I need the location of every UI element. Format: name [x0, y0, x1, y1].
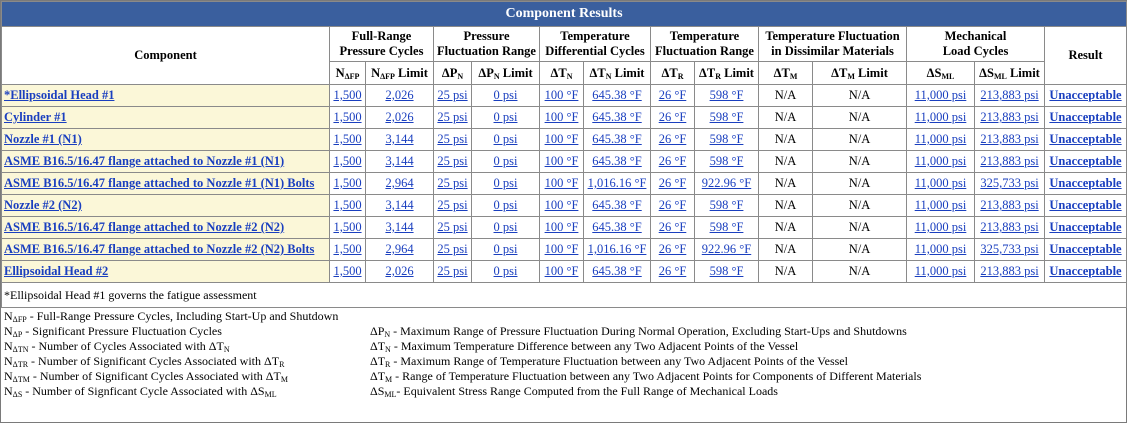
nafp-link[interactable]: 1,500 — [333, 242, 362, 256]
group-header-pressure-fluctuation: Pressure Fluctuation Range — [434, 27, 540, 62]
result-link[interactable]: Unacceptable — [1049, 176, 1122, 190]
dtn-cell — [540, 107, 584, 129]
dpn-cell — [434, 173, 472, 195]
col-header-nafp: $N_{\Delta FP}$ — [330, 62, 366, 85]
nafp-limit-link[interactable]: 2,964 — [385, 176, 414, 190]
dsml-link[interactable]: 11,000 psi — [914, 220, 967, 234]
dsml-cell — [907, 85, 975, 107]
dpn-limit-cell — [472, 151, 540, 173]
dpn-link[interactable]: 25 psi — [437, 264, 468, 278]
group-header-temp-differential: Temperature Differential Cycles — [540, 27, 651, 62]
dtr-cell — [651, 195, 695, 217]
dtn-link[interactable]: 100 °F — [544, 132, 579, 146]
dsml-link[interactable]: 11,000 psi — [914, 110, 967, 124]
component-link[interactable]: Cylinder #1 — [4, 110, 67, 124]
legend-left-item: $N_{\Delta S}$ - Number of Signficant Cycle Associated with $\Delta S_{ML}$ — [4, 384, 277, 399]
dtr-limit-cell — [695, 173, 759, 195]
nafp-limit-link[interactable]: 3,144 — [385, 154, 414, 168]
dtn-link[interactable]: 100 °F — [544, 110, 579, 124]
dsml-limit-cell — [975, 107, 1045, 129]
legend-right-item: $\Delta T_M$ - Range of Temperature Fluctuation between any Two Adjacent Points for Components of Different Materials — [370, 369, 922, 384]
dtr-link[interactable]: 26 °F — [658, 110, 687, 124]
result-link[interactable]: Unacceptable — [1049, 110, 1122, 124]
dpn-limit-link[interactable]: 0 psi — [493, 88, 518, 102]
result-link[interactable]: Unacceptable — [1049, 132, 1122, 146]
component-cell — [2, 239, 330, 261]
dtn-limit-link[interactable]: 1,016.16 °F — [587, 176, 647, 190]
dtr-cell — [651, 151, 695, 173]
dtn-link[interactable]: 100 °F — [544, 220, 579, 234]
dsml-link[interactable]: 11,000 psi — [914, 132, 967, 146]
legend-left-item: $N_{\Delta FP}$ - Full-Range Pressure Cycles, Including Start-Up and Shutdown — [4, 309, 339, 324]
dpn-limit-link[interactable]: 0 psi — [493, 132, 518, 146]
component-link[interactable]: Ellipsoidal Head #2 — [4, 264, 109, 278]
dpn-limit-link[interactable]: 0 psi — [493, 242, 518, 256]
dpn-limit-link[interactable]: 0 psi — [493, 198, 518, 212]
dtn-limit-cell — [584, 173, 651, 195]
dtn-limit-link[interactable]: 1,016.16 °F — [587, 242, 647, 256]
dtn-limit-link[interactable]: 645.38 °F — [592, 264, 642, 278]
dsml-limit-link[interactable]: 213,883 psi — [980, 110, 1039, 124]
dtr-cell — [651, 261, 695, 283]
result-cell — [1045, 107, 1127, 129]
dtr-limit-cell — [695, 239, 759, 261]
dpn-limit-cell — [472, 129, 540, 151]
dpn-link[interactable]: 25 psi — [437, 154, 468, 168]
nafp-link[interactable]: 1,500 — [333, 198, 362, 212]
col-header-dtm-limit: $\Delta T_M$ Limit — [813, 62, 907, 85]
dpn-limit-link[interactable]: 0 psi — [493, 264, 518, 278]
component-cell — [2, 217, 330, 239]
nafp-limit-cell — [366, 261, 434, 283]
component-cell — [2, 261, 330, 283]
group-header-temp-dissimilar: Temperature Fluctuation in Dissimilar Materials — [759, 27, 907, 62]
table-row — [2, 85, 1127, 107]
dsml-cell — [907, 261, 975, 283]
dsml-cell — [907, 173, 975, 195]
nafp-cell — [330, 239, 366, 261]
legend-right-item: $\Delta P_N$ - Maximum Range of Pressure Fluctuation During Normal Operation, Excluding Start-Ups and Shutdowns — [370, 324, 907, 339]
nafp-limit-cell — [366, 195, 434, 217]
col-header-result: Result — [1045, 27, 1127, 85]
dsml-limit-link[interactable]: 325,733 psi — [980, 242, 1039, 256]
dsml-limit-link[interactable]: 213,883 psi — [980, 88, 1039, 102]
dsml-limit-link[interactable]: 213,883 psi — [980, 132, 1039, 146]
component-results-table — [1, 1, 1127, 308]
dsml-limit-cell — [975, 151, 1045, 173]
dpn-cell — [434, 107, 472, 129]
dpn-cell — [434, 129, 472, 151]
dsml-limit-cell — [975, 195, 1045, 217]
nafp-link[interactable]: 1,500 — [333, 176, 362, 190]
result-link[interactable]: Unacceptable — [1049, 220, 1122, 234]
legend-right-item: $\Delta S_{ML}-$ Equivalent Stress Range Computed from the Full Range of Mechanical Loads — [370, 384, 778, 399]
dtn-cell — [540, 239, 584, 261]
dtn-limit-link[interactable]: 645.38 °F — [592, 110, 642, 124]
result-link[interactable]: Unacceptable — [1049, 242, 1122, 256]
dtr-limit-cell — [695, 217, 759, 239]
dtn-cell — [540, 85, 584, 107]
nafp-link[interactable]: 1,500 — [333, 88, 362, 102]
dtn-limit-link[interactable]: 645.38 °F — [592, 88, 642, 102]
table-row — [2, 239, 1127, 261]
table-row — [2, 261, 1127, 283]
dtr-limit-cell — [695, 261, 759, 283]
dpn-limit-link[interactable]: 0 psi — [493, 220, 518, 234]
col-header-dsml-limit: $\Delta S_{ML}$ Limit — [975, 62, 1045, 85]
dtn-cell — [540, 129, 584, 151]
legend-left-item: $N_{\Delta TM}$ - Number of Significant Cycles Associated with $\Delta T_M$ — [4, 369, 288, 384]
nafp-cell — [330, 85, 366, 107]
dsml-link[interactable]: 11,000 psi — [914, 198, 967, 212]
dtr-link[interactable]: 26 °F — [658, 242, 687, 256]
dtn-link[interactable]: 100 °F — [544, 88, 579, 102]
dtn-cell — [540, 261, 584, 283]
dsml-limit-cell — [975, 217, 1045, 239]
nafp-cell — [330, 129, 366, 151]
result-cell — [1045, 151, 1127, 173]
dtr-limit-link[interactable]: 598 °F — [709, 110, 744, 124]
component-link[interactable]: Nozzle #2 (N2) — [4, 198, 82, 212]
col-header-dpn: $\Delta P_N$ — [434, 62, 472, 85]
nafp-link[interactable]: 1,500 — [333, 110, 362, 124]
dpn-limit-link[interactable]: 0 psi — [493, 176, 518, 190]
dtn-link[interactable]: 100 °F — [544, 176, 579, 190]
dpn-link[interactable]: 25 psi — [437, 88, 468, 102]
result-cell — [1045, 261, 1127, 283]
dtm-limit-cell: N/A — [813, 261, 907, 283]
group-header-full-range: Full-Range Pressure Cycles — [330, 27, 434, 62]
nafp-cell — [330, 107, 366, 129]
dsml-limit-link[interactable]: 213,883 psi — [980, 198, 1039, 212]
nafp-cell — [330, 217, 366, 239]
dpn-limit-cell — [472, 217, 540, 239]
dtn-cell — [540, 173, 584, 195]
dtr-limit-link[interactable]: 922.96 °F — [701, 242, 752, 256]
dtm-cell: N/A — [759, 173, 813, 195]
dsml-link[interactable]: 11,000 psi — [914, 242, 967, 256]
legend-left-item: $N_{\Delta P}$ - Significant Pressure Fluctuation Cycles — [4, 324, 222, 339]
nafp-limit-link[interactable]: 3,144 — [385, 220, 414, 234]
dsml-cell — [907, 151, 975, 173]
dpn-limit-cell — [472, 261, 540, 283]
component-cell — [2, 195, 330, 217]
dtn-limit-cell — [584, 217, 651, 239]
table-row — [2, 217, 1127, 239]
group-header-mechanical-load: Mechanical Load Cycles — [907, 27, 1045, 62]
dtm-limit-cell: N/A — [813, 129, 907, 151]
nafp-link[interactable]: 1,500 — [333, 264, 362, 278]
dsml-link[interactable]: 11,000 psi — [914, 176, 967, 190]
result-link[interactable]: Unacceptable — [1049, 88, 1122, 102]
nafp-link[interactable]: 1,500 — [333, 220, 362, 234]
nafp-limit-link[interactable]: 2,026 — [385, 110, 414, 124]
nafp-limit-cell — [366, 173, 434, 195]
dsml-link[interactable]: 11,000 psi — [914, 154, 967, 168]
nafp-limit-cell — [366, 107, 434, 129]
dtr-limit-cell — [695, 195, 759, 217]
dpn-cell — [434, 195, 472, 217]
dtm-cell: N/A — [759, 129, 813, 151]
dpn-link[interactable]: 25 psi — [437, 220, 468, 234]
col-header-nafp-limit: $N_{\Delta FP}$ Limit — [366, 62, 434, 85]
dtr-link[interactable]: 26 °F — [658, 132, 687, 146]
dtr-limit-link[interactable]: 922.96 °F — [701, 176, 752, 190]
col-header-component: Component — [2, 27, 330, 85]
dtm-cell: N/A — [759, 261, 813, 283]
dtr-limit-cell — [695, 151, 759, 173]
nafp-link[interactable]: 1,500 — [333, 154, 362, 168]
dtn-limit-cell — [584, 107, 651, 129]
nafp-limit-cell — [366, 239, 434, 261]
table-row — [2, 151, 1127, 173]
dtn-limit-cell — [584, 85, 651, 107]
dtr-link[interactable]: 26 °F — [658, 154, 687, 168]
dtr-limit-cell — [695, 129, 759, 151]
result-cell — [1045, 239, 1127, 261]
col-header-dtr-limit: $\Delta T_R$ Limit — [695, 62, 759, 85]
dpn-link[interactable]: 25 psi — [437, 198, 468, 212]
dtr-limit-link[interactable]: 598 °F — [709, 88, 744, 102]
dtm-cell: N/A — [759, 107, 813, 129]
result-cell — [1045, 129, 1127, 151]
dtm-cell: N/A — [759, 195, 813, 217]
legend-left-item: $N_{\Delta TN}$ - Number of Cycles Associated with $\Delta T_N$ — [4, 339, 230, 354]
dtm-limit-cell: N/A — [813, 85, 907, 107]
dsml-cell — [907, 107, 975, 129]
dsml-cell — [907, 129, 975, 151]
nafp-limit-link[interactable]: 2,964 — [385, 242, 414, 256]
dsml-limit-cell — [975, 261, 1045, 283]
dtn-cell — [540, 151, 584, 173]
table-row — [2, 195, 1127, 217]
dpn-cell — [434, 151, 472, 173]
dpn-limit-cell — [472, 107, 540, 129]
dtn-link[interactable]: 100 °F — [544, 198, 579, 212]
dtn-limit-link[interactable]: 645.38 °F — [592, 132, 642, 146]
dtm-cell: N/A — [759, 239, 813, 261]
dsml-limit-cell — [975, 239, 1045, 261]
dtr-link[interactable]: 26 °F — [658, 88, 687, 102]
dtr-cell — [651, 129, 695, 151]
nafp-cell — [330, 261, 366, 283]
legend-left-item: $N_{\Delta TR}$ - Number of Significant Cycles Associated with $\Delta T_R$ — [4, 354, 285, 369]
dtr-limit-link[interactable]: 598 °F — [709, 132, 744, 146]
dtn-limit-cell — [584, 195, 651, 217]
result-cell — [1045, 173, 1127, 195]
dpn-cell — [434, 261, 472, 283]
dtr-limit-link[interactable]: 598 °F — [709, 264, 744, 278]
dsml-link[interactable]: 11,000 psi — [914, 264, 967, 278]
component-link[interactable]: Nozzle #1 (N1) — [4, 132, 82, 146]
dtm-limit-cell: N/A — [813, 151, 907, 173]
dpn-cell — [434, 217, 472, 239]
dtn-cell — [540, 195, 584, 217]
dtm-limit-cell: N/A — [813, 173, 907, 195]
dtm-cell: N/A — [759, 217, 813, 239]
nafp-limit-link[interactable]: 2,026 — [385, 264, 414, 278]
component-link[interactable]: ASME B16.5/16.47 flange attached to Nozzle #2 (N2) — [4, 220, 285, 234]
dsml-limit-cell — [975, 85, 1045, 107]
dsml-limit-cell — [975, 173, 1045, 195]
component-cell — [2, 107, 330, 129]
dtr-cell — [651, 107, 695, 129]
dtm-limit-cell: N/A — [813, 239, 907, 261]
dtr-limit-cell — [695, 107, 759, 129]
dpn-cell — [434, 239, 472, 261]
dtr-cell — [651, 217, 695, 239]
nafp-limit-link[interactable]: 3,144 — [385, 198, 414, 212]
dsml-link[interactable]: 11,000 psi — [914, 88, 967, 102]
result-link[interactable]: Unacceptable — [1049, 264, 1122, 278]
symbol-legend — [1, 308, 1126, 397]
dtm-limit-cell: N/A — [813, 195, 907, 217]
governing-note: *Ellipsoidal Head #1 governs the fatigue assessment — [2, 283, 1127, 308]
dtm-cell: N/A — [759, 85, 813, 107]
nafp-cell — [330, 173, 366, 195]
dtr-link[interactable]: 26 °F — [658, 198, 687, 212]
dtm-limit-cell: N/A — [813, 217, 907, 239]
dtr-limit-link[interactable]: 598 °F — [709, 220, 744, 234]
component-link[interactable]: ASME B16.5/16.47 flange attached to Nozzle #2 (N2) Bolts — [4, 242, 315, 256]
component-link[interactable]: ASME B16.5/16.47 flange attached to Nozzle #1 (N1) Bolts — [4, 176, 315, 190]
table-row — [2, 107, 1127, 129]
dpn-limit-link[interactable]: 0 psi — [493, 154, 518, 168]
result-link[interactable]: Unacceptable — [1049, 198, 1122, 212]
nafp-cell — [330, 151, 366, 173]
col-header-dtn: $\Delta T_N$ — [540, 62, 584, 85]
legend-right-item: $\Delta T_N$ - Maximum Temperature Difference between any Two Adjacent Points of the Vessel — [370, 339, 799, 354]
dtr-limit-link[interactable]: 598 °F — [709, 154, 744, 168]
dtr-limit-link[interactable]: 598 °F — [709, 198, 744, 212]
nafp-limit-link[interactable]: 2,026 — [385, 88, 414, 102]
dtr-link[interactable]: 26 °F — [658, 176, 687, 190]
dsml-cell — [907, 217, 975, 239]
col-header-dpn-limit: $\Delta P_N$ Limit — [472, 62, 540, 85]
component-cell — [2, 173, 330, 195]
dtn-limit-link[interactable]: 645.38 °F — [592, 220, 642, 234]
dtn-cell — [540, 217, 584, 239]
col-header-dtr: $\Delta T_R$ — [651, 62, 695, 85]
dsml-cell — [907, 195, 975, 217]
dpn-limit-cell — [472, 173, 540, 195]
dpn-limit-cell — [472, 85, 540, 107]
result-link[interactable]: Unacceptable — [1049, 154, 1122, 168]
dsml-limit-link[interactable]: 213,883 psi — [980, 220, 1039, 234]
result-cell — [1045, 217, 1127, 239]
dtn-link[interactable]: 100 °F — [544, 264, 579, 278]
dpn-link[interactable]: 25 psi — [437, 176, 468, 190]
dtm-cell: N/A — [759, 151, 813, 173]
dpn-link[interactable]: 25 psi — [437, 242, 468, 256]
legend-right-item: $\Delta T_R$ - Maximum Range of Temperature Fluctuation between any Two Adjacent Points of the Vessel — [370, 354, 848, 369]
col-header-dsml: $\Delta S_{ML}$ — [907, 62, 975, 85]
dtr-link[interactable]: 26 °F — [658, 220, 687, 234]
col-header-dtm: $\Delta T_M$ — [759, 62, 813, 85]
table-title: Component Results — [2, 2, 1127, 27]
dsml-limit-link[interactable]: 213,883 psi — [980, 264, 1039, 278]
dtm-limit-cell: N/A — [813, 107, 907, 129]
component-cell — [2, 151, 330, 173]
dtn-limit-cell — [584, 239, 651, 261]
dsml-limit-link[interactable]: 325,733 psi — [980, 176, 1039, 190]
dtn-limit-cell — [584, 261, 651, 283]
dtr-limit-cell — [695, 85, 759, 107]
nafp-limit-cell — [366, 151, 434, 173]
dpn-link[interactable]: 25 psi — [437, 110, 468, 124]
dtr-cell — [651, 173, 695, 195]
nafp-cell — [330, 195, 366, 217]
component-cell — [2, 85, 330, 107]
nafp-limit-cell — [366, 217, 434, 239]
dpn-limit-link[interactable]: 0 psi — [493, 110, 518, 124]
result-cell — [1045, 195, 1127, 217]
dpn-limit-cell — [472, 195, 540, 217]
dpn-cell — [434, 85, 472, 107]
dsml-limit-link[interactable]: 213,883 psi — [980, 154, 1039, 168]
results-body — [2, 85, 1127, 283]
dpn-link[interactable]: 25 psi — [437, 132, 468, 146]
result-cell — [1045, 85, 1127, 107]
component-cell — [2, 129, 330, 151]
dtr-cell — [651, 239, 695, 261]
nafp-limit-cell — [366, 129, 434, 151]
dtn-link[interactable]: 100 °F — [544, 242, 579, 256]
component-link[interactable]: *Ellipsoidal Head #1 — [4, 88, 115, 102]
dtr-link[interactable]: 26 °F — [658, 264, 687, 278]
component-link[interactable]: ASME B16.5/16.47 flange attached to Nozzle #1 (N1) — [4, 154, 285, 168]
table-row — [2, 173, 1127, 195]
dtn-limit-link[interactable]: 645.38 °F — [592, 154, 642, 168]
dsml-limit-cell — [975, 129, 1045, 151]
table-row — [2, 129, 1127, 151]
dtr-cell — [651, 85, 695, 107]
nafp-limit-link[interactable]: 3,144 — [385, 132, 414, 146]
nafp-limit-cell — [366, 85, 434, 107]
dtn-limit-cell — [584, 129, 651, 151]
dtn-link[interactable]: 100 °F — [544, 154, 579, 168]
nafp-link[interactable]: 1,500 — [333, 132, 362, 146]
dtn-limit-cell — [584, 151, 651, 173]
dpn-limit-cell — [472, 239, 540, 261]
dsml-cell — [907, 239, 975, 261]
group-header-temp-fluctuation: Temperature Fluctuation Range — [651, 27, 759, 62]
dtn-limit-link[interactable]: 645.38 °F — [592, 198, 642, 212]
col-header-dtn-limit: $\Delta T_N$ Limit — [584, 62, 651, 85]
